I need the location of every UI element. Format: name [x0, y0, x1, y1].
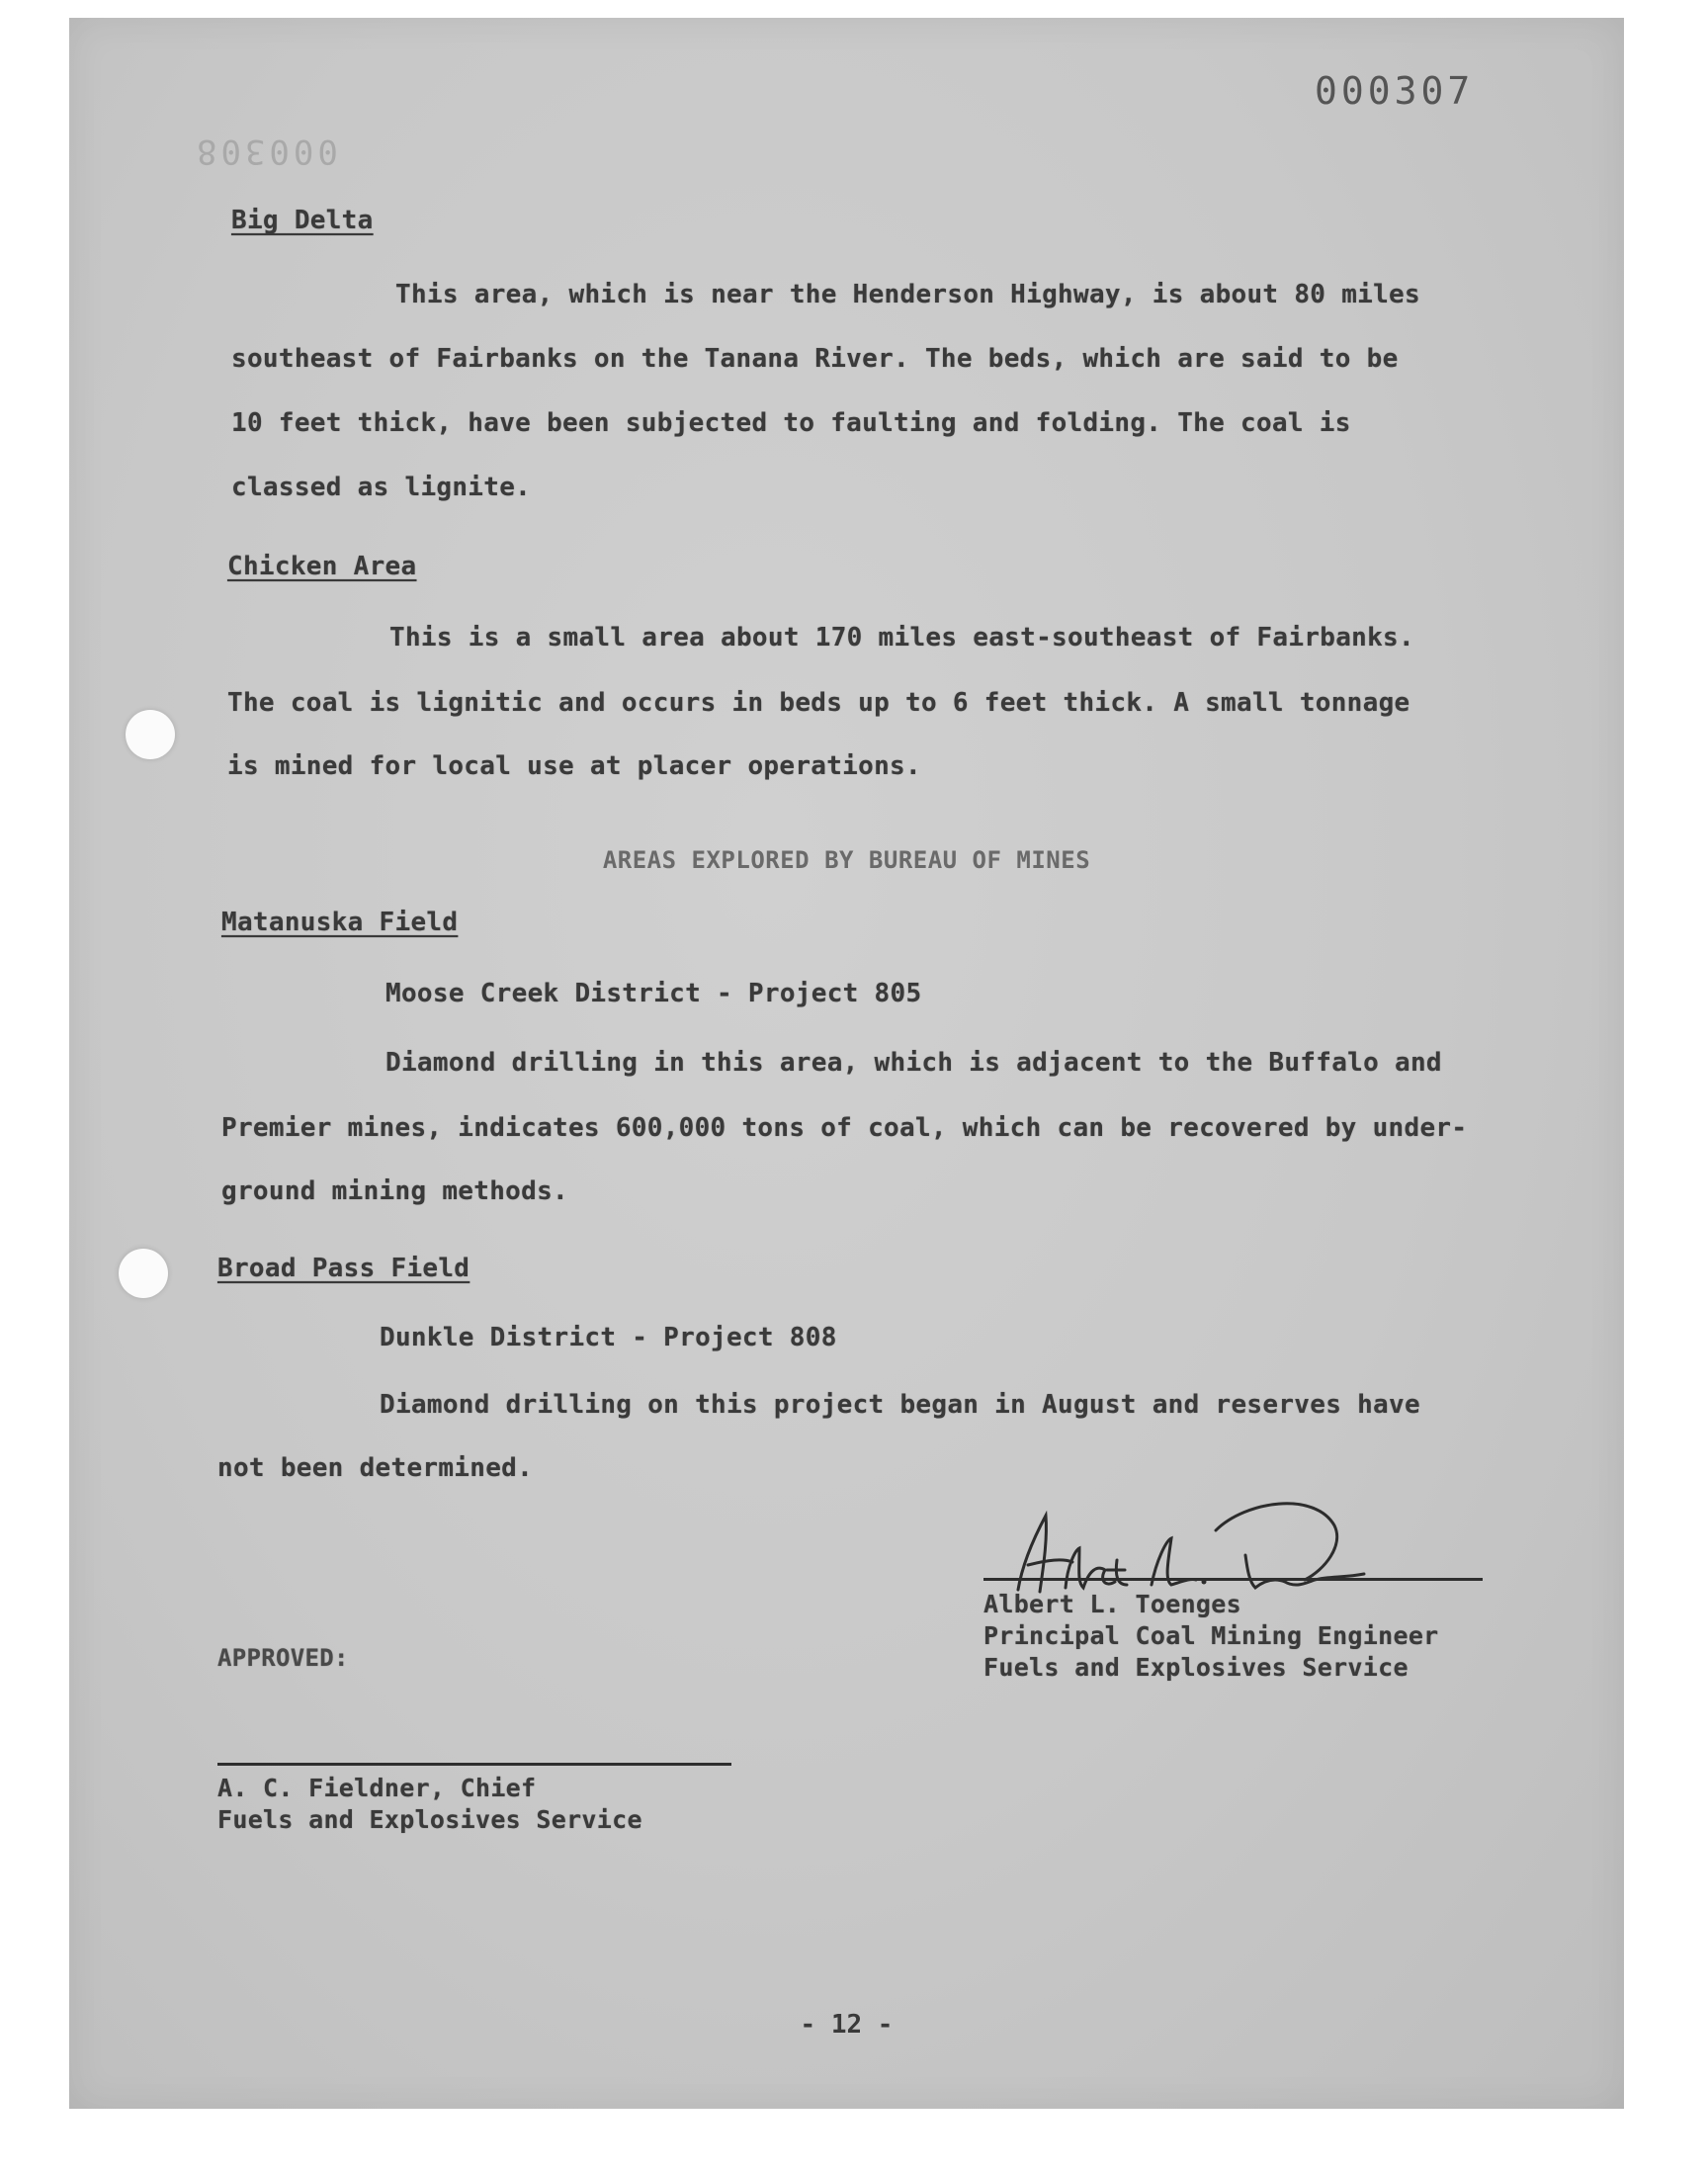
broad-pass-line-1: Diamond drilling on this project began in August and reserves have — [380, 1390, 1420, 1420]
matanuska-line-2: Premier mines, indicates 600,000 tons of coal, which can be recovered by under- — [221, 1113, 1468, 1143]
matanuska-line-3: ground mining methods. — [221, 1176, 568, 1206]
approver-name: A. C. Fieldner, Chief — [217, 1774, 537, 1802]
chicken-line-2: The coal is lignitic and occurs in beds up to 6 feet thick. A small tonnage — [227, 688, 1410, 718]
broad-pass-line-2: not been determined. — [217, 1453, 534, 1483]
heading-big-delta: Big Delta — [231, 206, 374, 235]
broad-pass-district: Dunkle District - Project 808 — [380, 1323, 837, 1352]
heading-areas-explored: AREAS EXPLORED BY BUREAU OF MINES — [602, 846, 1091, 874]
matanuska-line-1: Diamond drilling in this area, which is adjacent to the Buffalo and — [385, 1048, 1442, 1078]
document-page — [69, 18, 1624, 2109]
punch-hole-top — [126, 710, 175, 759]
big-delta-line-3: 10 feet thick, have been subjected to faulting and folding. The coal is — [231, 408, 1351, 438]
signature-line — [983, 1578, 1483, 1581]
faint-document-number: 000308 — [193, 131, 338, 171]
heading-chicken-area: Chicken Area — [227, 552, 417, 581]
approved-label: APPROVED: — [217, 1644, 349, 1672]
handwritten-signature — [988, 1471, 1463, 1610]
chicken-line-3: is mined for local use at placer operations. — [227, 751, 921, 781]
heading-matanuska-field: Matanuska Field — [221, 908, 459, 937]
punch-hole-bottom — [119, 1249, 168, 1298]
big-delta-line-1: This area, which is near the Henderson Highway, is about 80 miles — [395, 280, 1420, 309]
approver-service: Fuels and Explosives Service — [217, 1805, 642, 1834]
signer-name: Albert L. Toenges — [983, 1590, 1241, 1618]
signer-title: Principal Coal Mining Engineer — [983, 1621, 1439, 1650]
chicken-line-1: This is a small area about 170 miles east-southeast of Fairbanks. — [389, 623, 1414, 652]
signer-service: Fuels and Explosives Service — [983, 1653, 1409, 1682]
matanuska-district: Moose Creek District - Project 805 — [385, 979, 922, 1008]
big-delta-line-4: classed as lignite. — [231, 473, 532, 502]
document-number-stamp: 000307 — [1315, 69, 1475, 113]
big-delta-line-2: southeast of Fairbanks on the Tanana River. The beds, which are said to be — [231, 344, 1399, 374]
page-number: - 12 - — [800, 2010, 894, 2040]
heading-broad-pass-field: Broad Pass Field — [217, 1254, 470, 1283]
approval-line — [217, 1763, 731, 1766]
